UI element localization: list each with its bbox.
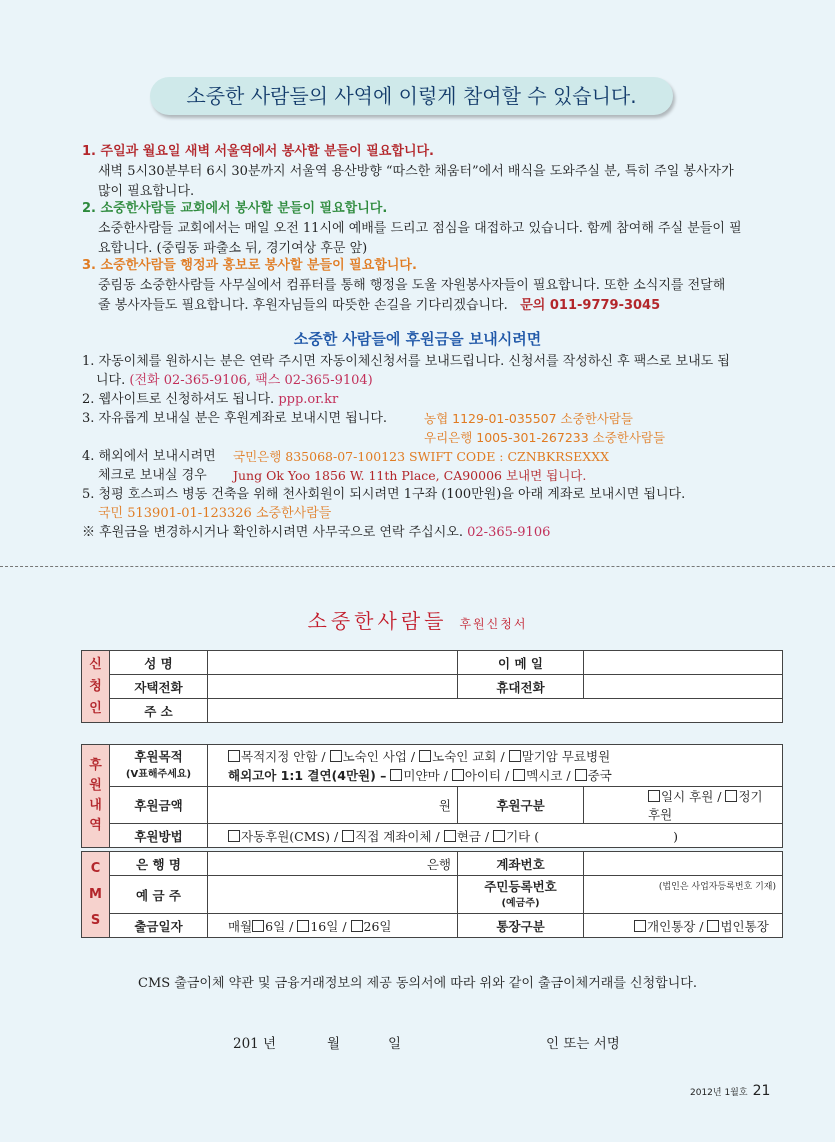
address-label: 주 소: [110, 699, 208, 723]
volunteer-item-3: [82, 256, 772, 316]
checkbox[interactable]: [634, 920, 646, 932]
option-label: 정기 후원: [648, 789, 763, 822]
sign-year: 201 년: [233, 1036, 277, 1052]
checkbox[interactable]: [575, 769, 587, 781]
amount-field[interactable]: [208, 787, 458, 824]
id-label-cell: [458, 876, 584, 914]
overseas-label: 해외고아 1:1 결연(4만원) –: [228, 767, 387, 783]
option-label: 말기암 무료병원: [521, 748, 611, 764]
issue-label: 2012년 1월호: [690, 1088, 748, 1098]
option-close: ): [673, 828, 678, 844]
checkbox[interactable]: [452, 769, 464, 781]
contact-phone: 문의 011-9779-3045: [520, 298, 661, 313]
checkbox[interactable]: [707, 920, 719, 932]
overseas-account: 국민은행 835068-07-100123 SWIFT CODE : CZNBKRSEXXX: [233, 449, 609, 464]
method-options: [208, 824, 783, 848]
donation-note-text: ※ 후원금을 변경하시거나 확인하시려면 사무국으로 연락 주십시오.: [82, 525, 463, 540]
purpose-label: 후원목적: [134, 748, 183, 764]
home-phone-label: 자택전화: [110, 675, 208, 699]
form-title-main: 소중한사람들: [307, 609, 448, 633]
method-label: 후원방법: [110, 824, 208, 848]
mobile-label: 휴대전화: [458, 675, 584, 699]
hospice-account: 국민 513901-01-123326 소중한사람들: [98, 506, 332, 521]
option-label: 아이티 /: [464, 767, 510, 783]
email-label: 이 메 일: [458, 651, 584, 675]
cut-line: [0, 566, 835, 567]
option-label: 기타 (: [506, 828, 540, 844]
home-phone-field[interactable]: [208, 675, 458, 699]
side-char: S: [90, 912, 101, 928]
id-note: (예금주): [501, 897, 540, 909]
volunteer-title: 2. 소중한사람들 교회에서 봉사할 분들이 필요합니다.: [82, 201, 388, 216]
checkbox[interactable]: [342, 830, 354, 842]
id-label: 주민등록번호: [484, 878, 557, 894]
cms-table: [81, 851, 783, 938]
side-char: M: [89, 886, 102, 902]
donation-item-5: 5. 청평 호스피스 병동 건축을 위해 천사회원이 되시려면 1구좌 (100만원)을 아래 계좌로 보내시면 됩니다.: [82, 487, 686, 502]
address-field[interactable]: [208, 699, 783, 723]
volunteer-title: 3. 소중한사람들 행정과 홍보로 봉사할 분들이 필요합니다.: [82, 258, 417, 273]
id-hint: (법인은 사업자등록번호 기재): [658, 882, 776, 892]
checkbox[interactable]: [648, 790, 660, 802]
donation-item-2-text: 2. 웹사이트로 신청하셔도 됩니다.: [82, 392, 275, 407]
email-field[interactable]: [584, 651, 783, 675]
account-field[interactable]: [584, 852, 783, 876]
volunteer-item-2: [82, 199, 772, 259]
option-label: 중국: [587, 767, 612, 783]
purpose-row-1: [228, 747, 776, 766]
purpose-row-2: [228, 766, 776, 785]
option-label: 노숙인 교회 /: [432, 748, 505, 764]
checkbox[interactable]: [390, 769, 402, 781]
sign-seal: 인 또는 서명: [546, 1036, 620, 1052]
volunteer-text: 중림동 소중한사람들 사무실에서 컴퓨터를 통해 행정을 도울 자원봉사자들이 필요합니다. 또한 소식지를 전달해: [98, 278, 726, 293]
option-label: 목적지정 안함 /: [241, 748, 326, 764]
option-label: 6일 /: [265, 918, 294, 934]
checkbox[interactable]: [330, 750, 342, 762]
option-label: 자동후원(CMS) /: [241, 828, 339, 844]
volunteer-text: 요합니다. (중림동 파출소 뒤, 경기여상 후문 앞): [98, 241, 368, 256]
option-label: 멕시코 /: [526, 767, 571, 783]
option-label: 일시 후원 /: [661, 789, 722, 804]
volunteer-text: 소중한사람들 교회에서는 매일 오전 11시에 예배를 드리고 점심을 대접하고 있습니다. 함께 참여해 주실 분들이 필: [98, 221, 742, 236]
side-char: 후: [89, 758, 102, 773]
acct-type-options: [584, 914, 783, 938]
page-banner: 소중한 사람들의 사역에 이렇게 참여할 수 있습니다.: [150, 77, 673, 115]
side-char: 내: [89, 798, 102, 813]
option-label: 26일: [363, 918, 392, 934]
purpose-label-cell: [110, 745, 208, 787]
date-options: [208, 914, 458, 938]
account-label: 계좌번호: [458, 852, 584, 876]
sign-month: 월: [327, 1036, 341, 1052]
bank-field[interactable]: [208, 852, 458, 876]
volunteer-text: 줄 봉사자들도 필요합니다. 후원자님들의 따뜻한 손길을 기다리겠습니다.: [98, 298, 508, 313]
amount-unit: 원: [438, 798, 451, 813]
page-number: 21: [752, 1083, 771, 1099]
checkbox[interactable]: [493, 830, 505, 842]
checkbox[interactable]: [509, 750, 521, 762]
checkbox[interactable]: [444, 830, 456, 842]
applicant-table: [81, 650, 783, 723]
donation-phone-fax: (전화 02-365-9106, 팩스 02-365-9104): [129, 373, 373, 388]
volunteer-text-row: [82, 296, 772, 316]
option-label: 노숙인 사업 /: [342, 748, 416, 764]
option-label: 직접 계좌이체 /: [355, 828, 440, 844]
type-options: [584, 787, 783, 824]
applicant-side-label: [82, 651, 110, 723]
option-label: 미얀마 /: [403, 767, 448, 783]
side-char: C: [90, 860, 101, 876]
donation-item-3: 3. 자유롭게 보내실 분은 후원계좌로 보내시면 됩니다.: [82, 411, 388, 426]
donation-note: [82, 523, 550, 542]
form-title-sub: 후원신청서: [459, 617, 528, 631]
option-label: 16일 /: [310, 918, 347, 934]
donation-heading: 소중한 사람들에 후원금을 보내시려면: [293, 330, 542, 348]
side-char: 역: [89, 818, 102, 833]
checkbox[interactable]: [351, 920, 363, 932]
donation-item-4b: 체크로 보내실 경우: [98, 468, 207, 483]
side-char: 원: [89, 778, 102, 793]
donation-item-4a: 4. 해외에서 보내시려면: [82, 449, 216, 464]
checkbox[interactable]: [228, 750, 240, 762]
volunteer-text: 새벽 5시30분부터 6시 30분까지 서울역 용산방향 “따스한 채움터”에서 배식을 도와주실 분, 특히 주일 봉사자가: [98, 164, 734, 179]
donation-item-2: [82, 390, 338, 409]
holder-label: 예 금 주: [110, 876, 208, 914]
side-char: 신: [89, 656, 102, 672]
checkbox[interactable]: [252, 920, 264, 932]
cms-side-label: [82, 852, 110, 938]
bank-unit: 은행: [426, 856, 451, 872]
donation-item-1-end: 니다.: [96, 373, 126, 388]
option-label: 법인통장: [720, 918, 769, 934]
option-label: 개인통장 /: [647, 918, 704, 934]
side-char: 청: [89, 678, 102, 694]
bank-account-2: 우리은행 1005-301-267233 소중한사람들: [424, 430, 666, 445]
consent-text: CMS 출금이체 약관 및 금융거래정보의 제공 동의서에 따라 위와 같이 출금이체거래를 신청합니다.: [138, 976, 697, 991]
form-title: [0, 605, 835, 634]
name-label: 성 명: [110, 651, 208, 675]
sign-day: 일: [388, 1036, 402, 1052]
donation-note-phone: 02-365-9106: [467, 525, 551, 540]
bank-label: 은 행 명: [110, 852, 208, 876]
checkbox[interactable]: [297, 920, 309, 932]
side-char: 인: [89, 700, 102, 716]
checkbox[interactable]: [725, 790, 737, 802]
donation-item-1: 1. 자동이체를 원하시는 분은 연락 주시면 자동이체신청서를 보내드립니다. 신청서를 작성하신 후 팩스로 보내도 됩: [82, 354, 730, 369]
holder-field[interactable]: [208, 876, 458, 914]
checkbox[interactable]: [419, 750, 431, 762]
acct-type-label: 통장구분: [458, 914, 584, 938]
date-label: 출금일자: [110, 914, 208, 938]
support-table: [81, 744, 783, 848]
volunteer-title: 1. 주일과 월요일 새벽 서울역에서 봉사할 분들이 필요합니다.: [82, 144, 434, 159]
option-label: 현금 /: [456, 828, 490, 844]
checkbox[interactable]: [513, 769, 525, 781]
volunteer-text: 많이 필요합니다.: [98, 184, 195, 199]
bank-account-1: 농협 1129-01-035507 소중한사람들: [424, 411, 634, 426]
purpose-note: (V표해주세요): [125, 768, 192, 780]
mobile-field[interactable]: [584, 675, 783, 699]
id-field[interactable]: [584, 876, 783, 914]
donation-item-1b: [96, 371, 373, 390]
date-prefix: 매월: [228, 918, 253, 934]
check-address: Jung Ok Yoo 1856 W. 11th Place, CA90006 보내면 됩니다.: [233, 468, 587, 483]
checkbox[interactable]: [228, 830, 240, 842]
name-field[interactable]: [208, 651, 458, 675]
support-side-label: [82, 745, 110, 848]
amount-label: 후원금액: [110, 787, 208, 824]
page-footer: [690, 1083, 770, 1099]
purpose-options: [208, 745, 783, 787]
type-label: 후원구분: [458, 787, 584, 824]
volunteer-item-1: [82, 142, 772, 202]
website-link[interactable]: ppp.or.kr: [278, 392, 339, 407]
